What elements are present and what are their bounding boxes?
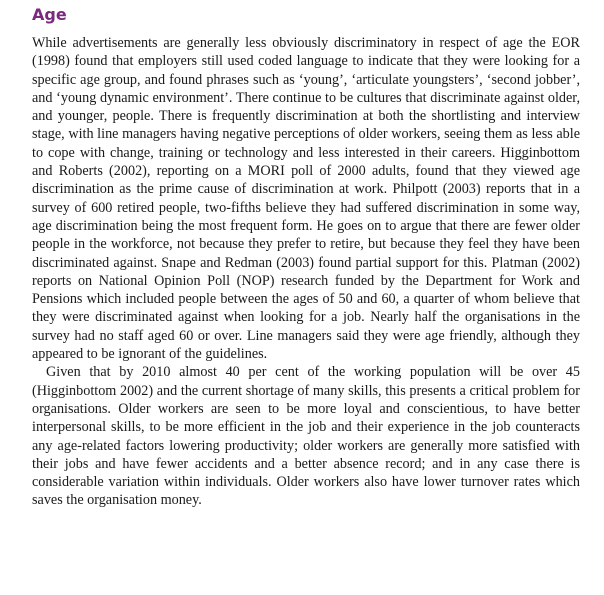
paragraph-2: Given that by 2010 almost 40 per cent of the working population will be over 45 (Higginbottom 2002) and the current shortage of many skills, this presents a critical problem for organisations. Older workers are seen to be more loyal and conscientious, to have better interpersonal skills, to be more efficient in the job and their experience in the job counteracts any age-related factors lowering productivity; older workers are generally more satisfied with their jobs and have fewer accidents and a better absence record; and in any case there is considerable variation within individuals. Older workers also have lower turnover rates which saves the organisation money.: [32, 364, 580, 509]
document-page: [32, 0, 580, 510]
section-heading: Age: [32, 5, 67, 24]
paragraph-1: While advertisements are generally less obviously discriminatory in respect of age the EOR (1998) found that employers still used coded language to indicate that they were looking for a specific age group, and found phrases such as ‘young’, ‘articulate youngsters’, ‘second jobber’, and ‘young dynamic environment’. There continue to be cultures that discriminate against older, and younger, people. There is frequently discrimination at both the shortlisting and interview stage, with line managers having negative perceptions of older workers, seeing them as less able to cope with change, training or technology and less interested in their careers. Higginbottom and Roberts (2002), reporting on a MORI poll of 2000 adults, found that they viewed age discrimination as the prime cause of discrimination at work. Philpott (2003) reports that in a survey of 600 retired people, two-fifths believe they had suffered discrimination in some way, age discrimination being the most frequent form. He goes on to argue that there are fewer older people in the workforce, not because they prefer to retire, but because they feel they have been discriminated against. Snape and Redman (2003) found partial support for this. Platman (2002) reports on National Opinion Poll (NOP) research funded by the Department for Work and Pensions which included people between the ages of 50 and 60, a quarter of whom believe that they were discriminated against when looking for a job. Nearly half the organisations in the survey had no staff aged 60 or over. Line managers said they were age friendly, although they appeared to be ignorant of the guidelines.: [32, 35, 580, 363]
